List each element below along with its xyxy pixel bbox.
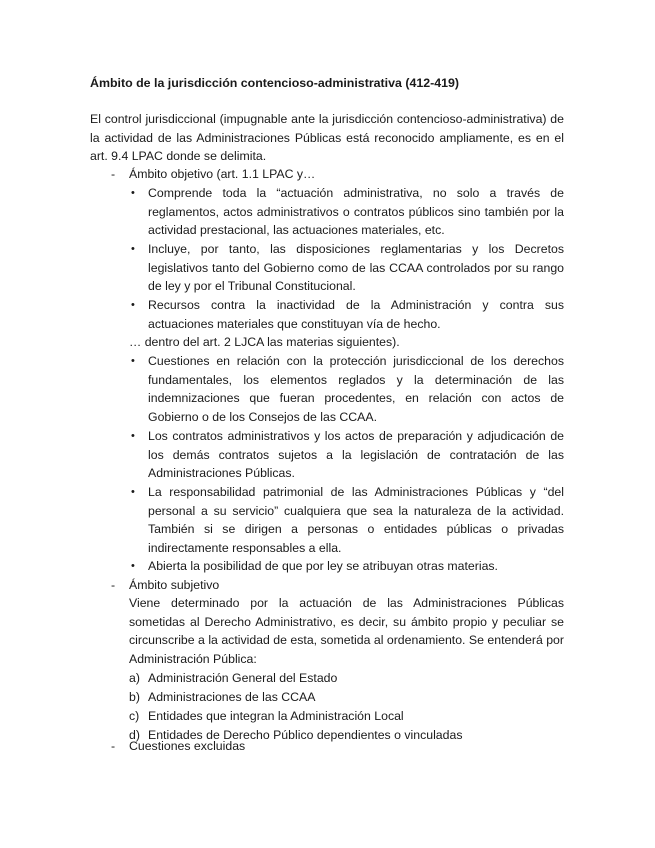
objective-continuation: … dentro del art. 2 LJCA las materias siguientes).: [129, 335, 400, 349]
objective-bullet-3: Recursos contra la inactividad de la Administración y contra sus actuaciones materiales que constituyan vía de hecho.: [148, 298, 564, 331]
objective-bullet-2: Incluye, por tanto, las disposiciones reglamentarias y los Decretos legislativos tanto del Gobierno como de las CCAA controlados por su rango de ley y por el Tribunal Constitucional.: [148, 242, 564, 294]
intro-paragraph: El control jurisdiccional (impugnable ante la jurisdicción contencioso-administrativa) de la actividad de las Administraciones Públicas está reconocido ampliamente, es en el art. 9.4 LPAC donde se delimita.: [90, 112, 564, 164]
bullet-marker: •: [131, 187, 135, 199]
dash-marker: -: [111, 578, 116, 592]
bullet-marker: •: [131, 430, 135, 442]
dash-marker: -: [111, 167, 116, 181]
objective-bullet-4: Cuestiones en relación con la protección jurisdiccional de los derechos fundamentales, los elementos reglados y la determinación de las indemnizaciones que fueran procedentes, en relación con actos de Gobierno o de los Consejos de las CCAA.: [148, 354, 564, 424]
list-item-b: Administraciones de las CCAA: [148, 690, 316, 704]
bullet-marker: •: [131, 560, 135, 572]
subjective-heading: Ámbito subjetivo: [129, 578, 220, 592]
bullet-marker: •: [131, 299, 135, 311]
objective-bullet-5: Los contratos administrativos y los actos de preparación y adjudicación de los demás contratos sujetos a la legislación de contratación de las Administraciones Públicas.: [148, 429, 564, 481]
bullet-marker: •: [131, 355, 135, 367]
objective-bullet-6: La responsabilidad patrimonial de las Administraciones Públicas y “del personal a su servicio” cualquiera que sea la naturaleza de la actividad. También si se dirigen a personas o entidades públicas o privadas indirectamente responsables a ella.: [148, 485, 564, 555]
list-marker-a: a): [129, 671, 140, 685]
dash-marker: -: [111, 739, 116, 753]
list-item-a: Administración General del Estado: [148, 671, 338, 685]
list-item-c: Entidades que integran la Administración Local: [148, 709, 404, 723]
document-title: Ámbito de la jurisdicción contencioso-administrativa (412-419): [90, 76, 460, 90]
objective-heading: Ámbito objetivo (art. 1.1 LPAC y…: [129, 167, 316, 181]
excluded-heading: Cuestiones excluidas: [129, 739, 246, 753]
objective-bullet-1: Comprende toda la “actuación administrativa, no solo a través de reglamentos, actos administrativos o contratos públicos sino también por la actividad prestacional, las actuaciones materiales, etc.: [148, 186, 564, 238]
bullet-marker: •: [131, 486, 135, 498]
list-item-d: Entidades de Derecho Público dependientes o vinculadas: [148, 728, 463, 742]
list-marker-d: d): [129, 728, 140, 742]
list-marker-c: c): [129, 709, 140, 723]
list-marker-b: b): [129, 690, 140, 704]
subjective-paragraph: Viene determinado por la actuación de las Administraciones Públicas sometidas al Derecho Administrativo, es decir, su ámbito propio y peculiar se circunscribe a la actividad de esta, sometida al ordenamiento. Se entenderá por Administración Pública:: [129, 596, 564, 666]
objective-bullet-7: Abierta la posibilidad de que por ley se atribuyan otras materias.: [148, 559, 498, 573]
bullet-marker: •: [131, 243, 135, 255]
